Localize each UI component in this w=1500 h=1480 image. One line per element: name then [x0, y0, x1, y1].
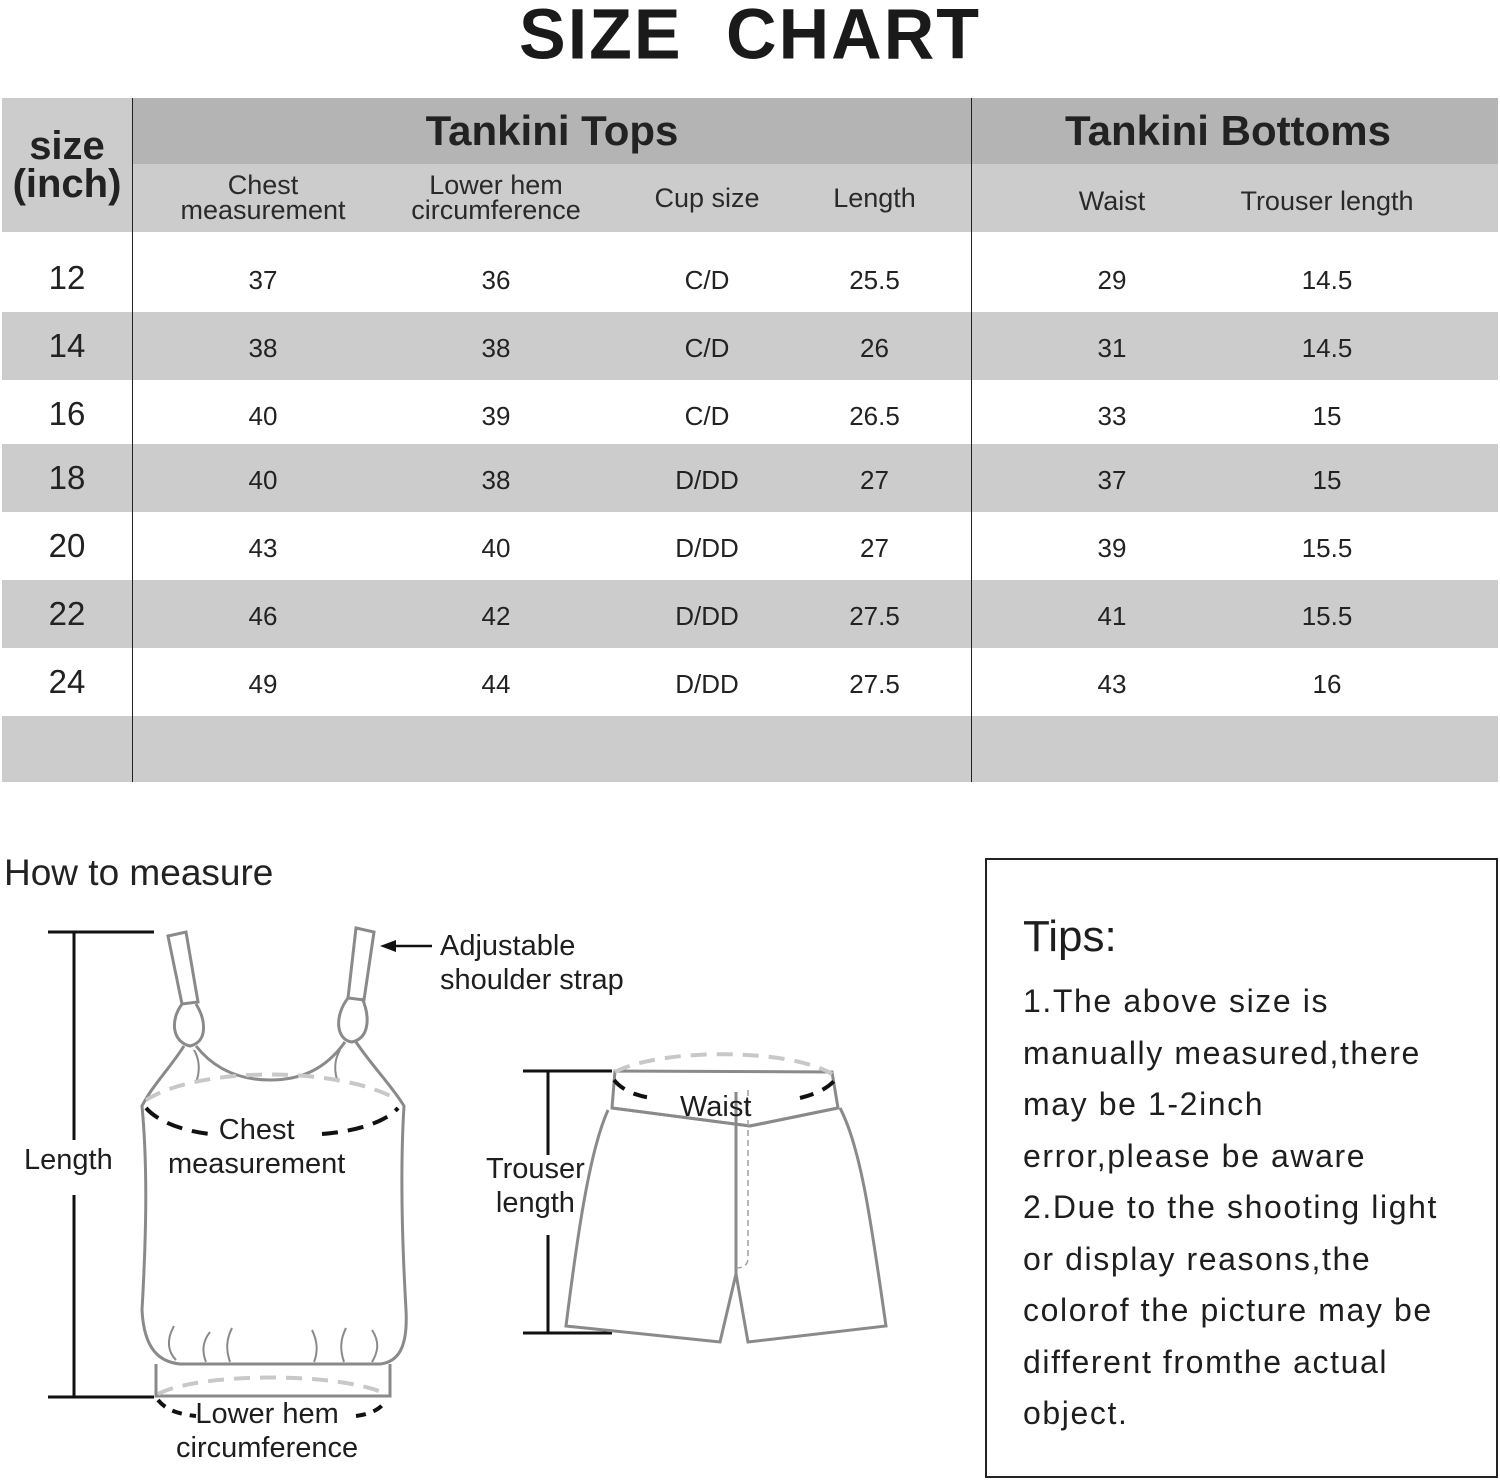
table-row	[2, 512, 1498, 580]
column-header-chest-line-1: Chest	[227, 170, 299, 200]
trouser-length-cell: 15.5	[1301, 600, 1353, 631]
tips-text	[1023, 976, 1438, 1440]
lower-hem-cell: 44	[481, 668, 511, 699]
column-header-cup-size: Cup size	[654, 182, 760, 213]
column-header-trouser-length: Trouser length	[1240, 185, 1414, 216]
column-header-lower-hem-line-1: Lower hem	[429, 170, 563, 200]
hem-front-dash-right	[356, 1400, 386, 1416]
length-cell: 25.5	[849, 264, 900, 295]
table-row	[2, 244, 1498, 312]
trouser-label-line-1: Trouser	[486, 1153, 585, 1185]
chest-back-dash	[146, 1075, 398, 1101]
waist-cell: 39	[1097, 532, 1127, 563]
column-divider	[132, 98, 133, 782]
trouser-length-cell: 16	[1312, 668, 1342, 699]
length-cell: 27	[860, 464, 889, 495]
hem-back-dash	[158, 1378, 386, 1395]
size-cell: 16	[48, 395, 86, 432]
waist-cell: 37	[1097, 464, 1127, 495]
lower-hem-cell: 40	[481, 532, 511, 563]
column-header-chest-line-2: measurement	[180, 195, 346, 225]
chest-cell: 49	[248, 668, 278, 699]
shoulder-strap-label	[440, 929, 624, 997]
chest-label-line-1: Chest	[218, 1114, 295, 1146]
measurement-diagram	[0, 900, 960, 1480]
strap-label-line-2: shoulder strap	[440, 964, 624, 996]
waist-label: Waist	[680, 1091, 752, 1123]
chest-cell: 40	[248, 464, 278, 495]
waist-cell: 29	[1097, 264, 1127, 295]
length-label: Length	[24, 1144, 113, 1176]
length-cell: 26	[860, 332, 889, 363]
table-row	[2, 648, 1498, 716]
table-row	[2, 380, 1498, 448]
column-header-lower-hem	[380, 164, 612, 232]
lower-hem-label-line-1: Lower hem	[195, 1398, 339, 1430]
size-cell: 14	[48, 327, 86, 364]
lower-hem-label	[176, 1397, 358, 1465]
size-cell: 22	[48, 595, 86, 632]
tips-box	[985, 858, 1498, 1478]
cup-size-cell: D/DD	[675, 668, 739, 699]
trouser-length-cell: 15.5	[1301, 532, 1353, 563]
waist-cell: 33	[1097, 400, 1127, 431]
chest-cell: 37	[248, 264, 278, 295]
cup-size-cell: D/DD	[675, 532, 739, 563]
cup-size-cell: C/D	[684, 264, 730, 295]
lower-hem-cell: 38	[481, 464, 511, 495]
chest-cell: 46	[248, 600, 278, 631]
tips-line: different fromthe actual	[1023, 1343, 1389, 1380]
trouser-label-line-2: length	[495, 1187, 575, 1219]
lower-hem-cell: 42	[481, 600, 511, 631]
chest-cell: 43	[248, 532, 278, 563]
size-cell: 12	[48, 259, 86, 296]
trouser-length-cell: 15	[1312, 400, 1342, 431]
chest-cell: 38	[248, 332, 278, 363]
length-cell: 27	[860, 532, 889, 563]
waist-front-dash-left	[614, 1080, 652, 1098]
tips-line: error,please be aware	[1023, 1137, 1367, 1174]
tips-line: or display reasons,the	[1023, 1240, 1372, 1277]
size-cell: 24	[48, 663, 86, 700]
arrow-left-icon	[380, 940, 432, 952]
tips-line: may be 1-2inch	[1023, 1086, 1265, 1122]
size-chart-table	[2, 98, 1498, 782]
length-cell: 27.5	[849, 600, 900, 631]
cup-size-cell: D/DD	[675, 600, 739, 631]
chest-measurement-label	[168, 1113, 345, 1181]
tips-line: 1.The above size is	[1023, 983, 1330, 1019]
trouser-length-cell: 15	[1312, 464, 1342, 495]
column-header-waist: Waist	[1078, 185, 1146, 216]
lower-hem-cell: 38	[481, 332, 511, 363]
tips-title: Tips:	[1023, 912, 1117, 961]
tips-line: object.	[1023, 1395, 1129, 1431]
group-header-tankini-tops: Tankini Tops	[133, 98, 971, 164]
page-title: SIZE CHART	[519, 0, 981, 74]
size-cell: 20	[48, 527, 86, 564]
trouser-length-cell: 14.5	[1301, 332, 1353, 363]
tips-line: manually measured,there	[1023, 1034, 1421, 1071]
lower-hem-cell: 39	[481, 400, 511, 431]
table-row-empty	[2, 716, 1498, 782]
length-cell: 26.5	[849, 400, 900, 431]
waist-cell: 43	[1097, 668, 1127, 699]
lower-hem-label-line-2: circumference	[176, 1432, 359, 1464]
size-header-line-2: (inch)	[12, 162, 122, 206]
waist-cell: 31	[1097, 332, 1127, 363]
trouser-length-label	[486, 1152, 585, 1220]
cup-size-cell: D/DD	[675, 464, 739, 495]
tips-line: colorof the picture may be	[1023, 1292, 1433, 1328]
tips-line: 2.Due to the shooting light	[1023, 1189, 1439, 1225]
strap-label-line-1: Adjustable	[440, 930, 576, 962]
table-row	[2, 312, 1498, 380]
cup-size-cell: C/D	[684, 400, 730, 431]
column-divider	[971, 98, 972, 782]
trouser-length-cell: 14.5	[1301, 264, 1353, 295]
column-header-length: Length	[833, 182, 916, 213]
table-row	[2, 444, 1498, 512]
size-column-header	[2, 98, 132, 232]
size-header-line-1: size	[29, 124, 105, 168]
waist-cell: 41	[1097, 600, 1127, 631]
size-cell: 18	[48, 459, 86, 496]
table-row	[2, 580, 1498, 648]
chest-label-line-2: measurement	[168, 1148, 346, 1180]
length-cell: 27.5	[849, 668, 900, 699]
cup-size-cell: C/D	[684, 332, 730, 363]
chest-cell: 40	[248, 400, 278, 431]
group-header-tankini-bottoms: Tankini Bottoms	[972, 98, 1498, 164]
column-header-chest	[147, 164, 379, 232]
column-header-lower-hem-line-2: circumference	[411, 195, 581, 225]
lower-hem-cell: 36	[481, 264, 511, 295]
how-to-measure-title: How to measure	[4, 852, 274, 893]
